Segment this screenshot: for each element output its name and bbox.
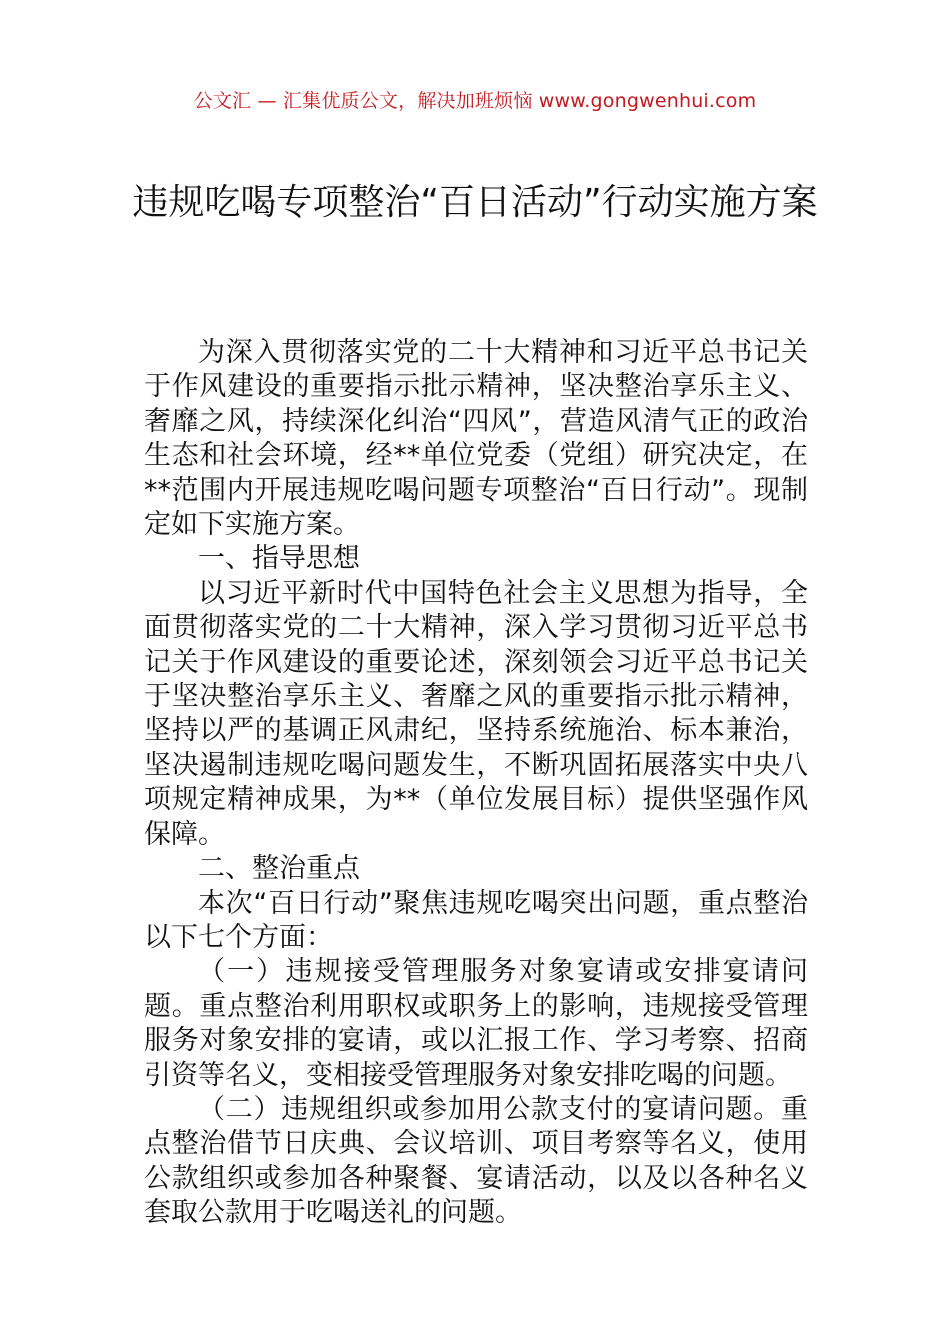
focus-item-2: （二）违规组织或参加用公款支付的宴请问题。重点整治借节日庆典、会议培训、项目考察等名义，使用公款组织或参加各种聚餐、宴请活动，以及以各种名义套取公款用于吃喝送礼的问题。 [144, 1093, 808, 1229]
rectification-focus-intro: 本次“百日行动”聚焦违规吃喝突出问题，重点整治以下七个方面： [144, 887, 808, 953]
site-header-banner: 公文汇 — 汇集优质公文，解决加班烦恼 www.gongwenhui.com [193, 90, 757, 112]
section-heading-guiding-ideology: 一、指导思想 [198, 543, 360, 575]
intro-paragraph: 为深入贯彻落实党的二十大精神和习近平总书记关于作风建设的重要指示批示精神，坚决整治享乐主义、奢靡之风，持续深化纠治“四风”，营造风清气正的政治生态和社会环境，经**单位党委（党组）研究决定，在**范围内开展违规吃喝问题专项整治“百日行动”。现制定如下实施方案。 [144, 337, 808, 541]
document-title: 违规吃喝专项整治“百日活动”行动实施方案 [132, 182, 818, 223]
guiding-ideology-paragraph: 以习近平新时代中国特色社会主义思想为指导，全面贯彻落实党的二十大精神，深入学习贯彻习近平总书记关于作风建设的重要论述，深刻领会习近平总书记关于坚决整治享乐主义、奢靡之风的重要指示批示精神，坚持以严的基调正风肃纪，坚持系统施治、标本兼治，坚决遏制违规吃喝问题发生，不断巩固拓展落实中央八项规定精神成果，为**（单位发展目标）提供坚强作风保障。 [144, 577, 808, 850]
focus-item-1: （一）违规接受管理服务对象宴请或安排宴请问题。重点整治利用职权或职务上的影响，违规接受管理服务对象安排的宴请，或以汇报工作、学习考察、招商引资等名义，变相接受管理服务对象安排吃喝的问题。 [144, 956, 808, 1091]
section-heading-rectification-focus: 二、整治重点 [198, 853, 360, 885]
document-body [144, 336, 808, 1231]
